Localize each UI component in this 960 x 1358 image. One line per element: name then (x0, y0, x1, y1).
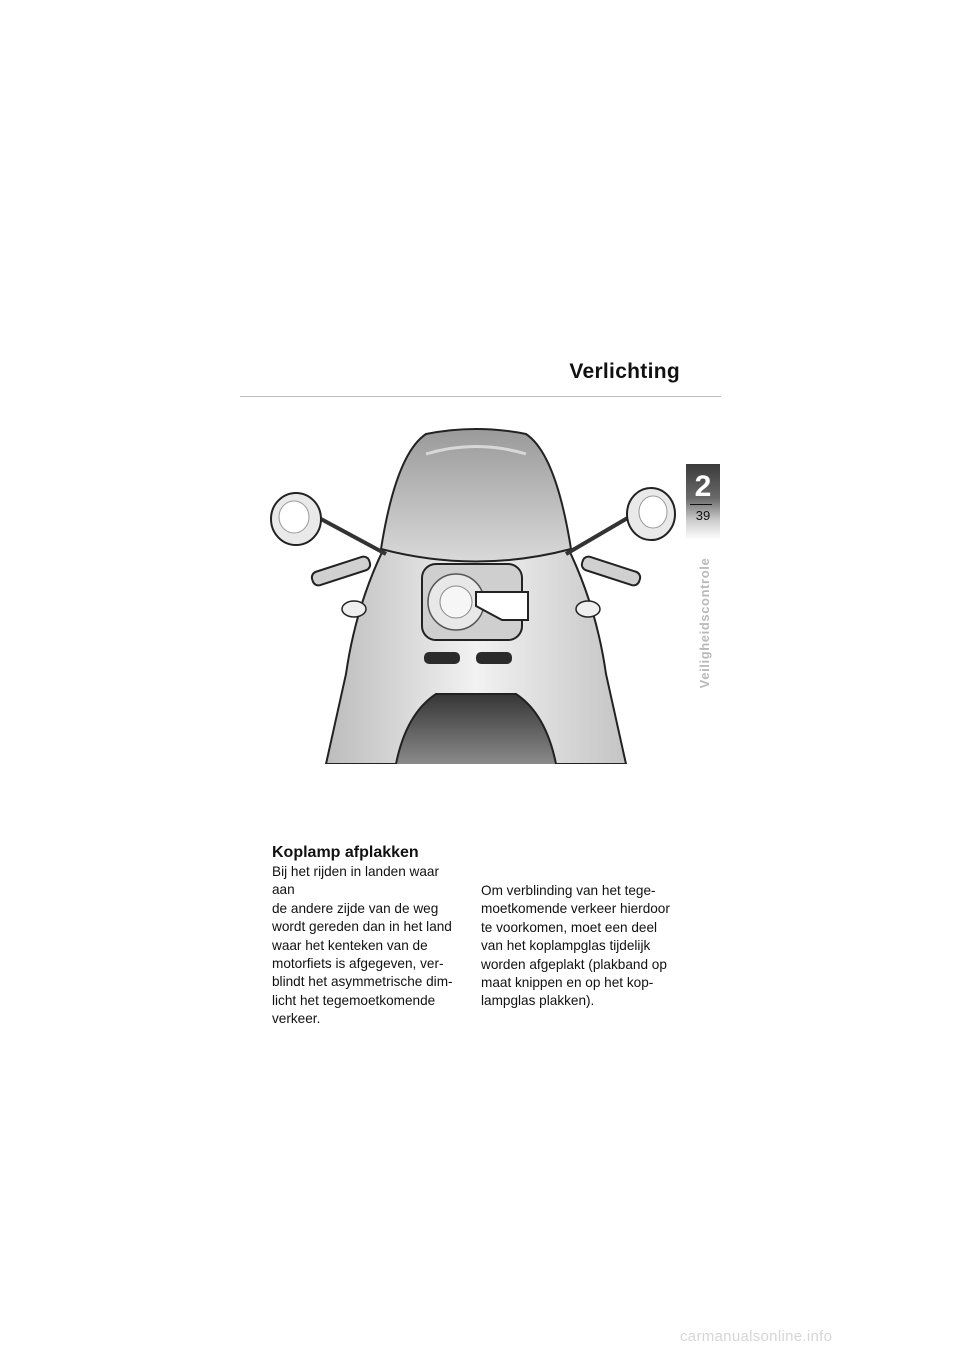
text-line: worden afgeplakt (plakband op (481, 956, 667, 972)
chapter-tab-divider (690, 504, 712, 505)
text-line: verkeer. (272, 1011, 321, 1027)
text-line: blindt het asymmetrische dim- (272, 974, 453, 990)
text-line: te voorkomen, moet een deel (481, 919, 658, 935)
text-line: waar het kenteken van de (272, 937, 428, 953)
text-line: Bij het rijden in landen waar aan (272, 864, 440, 898)
title-divider (240, 396, 721, 397)
body-column-right (481, 882, 681, 1011)
body-column-left (272, 863, 462, 1029)
motorcycle-illustration (266, 424, 676, 764)
watermark: carmanualsonline.info (680, 1328, 833, 1345)
page-number: 39 (695, 508, 711, 523)
chapter-number: 2 (694, 470, 712, 503)
text-line: motorfiets is afgegeven, ver- (272, 956, 444, 972)
text-line: van het koplampglas tijdelijk (481, 938, 651, 954)
text-line: maat knippen en op het kop- (481, 975, 654, 991)
page-title: Verlichting (569, 360, 680, 383)
text-line: moetkomende verkeer hierdoor (481, 901, 670, 917)
section-heading: Koplamp afplakken (272, 844, 419, 861)
text-line: licht het tegemoetkomende (272, 992, 436, 1008)
section-label: Veiligheidscontrole (697, 557, 712, 689)
text-line: Om verblinding van het tege- (481, 883, 656, 898)
text-line: wordt gereden dan in het land (272, 919, 452, 935)
text-line: lampglas plakken). (481, 993, 595, 1009)
text-line: de andere zijde van de weg (272, 900, 439, 916)
